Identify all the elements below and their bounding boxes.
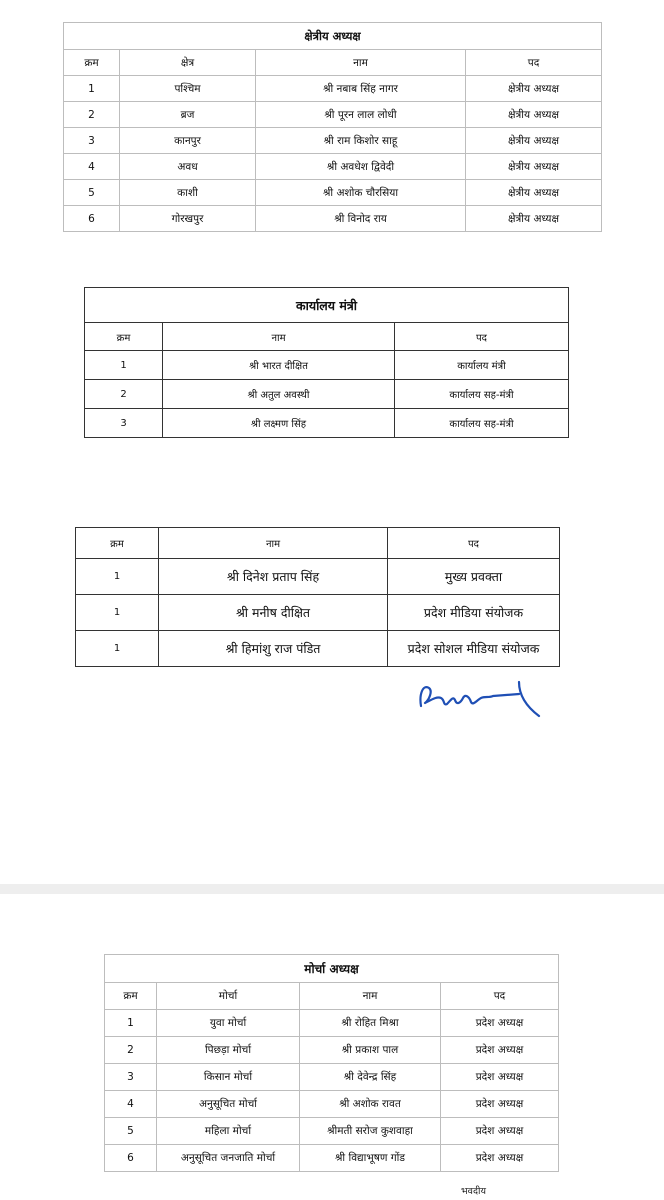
region-cell: पश्चिम bbox=[120, 76, 256, 102]
name-cell: श्री विद्याभूषण गोंड bbox=[300, 1145, 441, 1172]
morcha-cell: महिला मोर्चा bbox=[157, 1118, 300, 1145]
serial-cell: 5 bbox=[105, 1118, 157, 1145]
region-cell: काशी bbox=[120, 180, 256, 206]
post-cell: प्रदेश अध्यक्ष bbox=[441, 1010, 559, 1037]
column-header: क्रम bbox=[64, 50, 120, 76]
name-cell: श्री लक्ष्मण सिंह bbox=[163, 409, 395, 438]
post-cell: क्षेत्रीय अध्यक्ष bbox=[466, 128, 602, 154]
column-header: क्रम bbox=[105, 983, 157, 1010]
table-row bbox=[105, 1064, 559, 1091]
serial-cell: 1 bbox=[76, 559, 159, 595]
name-cell: श्री दिनेश प्रताप सिंह bbox=[159, 559, 388, 595]
media-team-table bbox=[75, 527, 560, 667]
table-row bbox=[85, 380, 569, 409]
table-row bbox=[64, 180, 602, 206]
serial-cell: 2 bbox=[85, 380, 163, 409]
table-row bbox=[76, 631, 560, 667]
table-row bbox=[64, 128, 602, 154]
name-cell: श्री मनीष दीक्षित bbox=[159, 595, 388, 631]
name-cell: श्री राम किशोर साहू bbox=[256, 128, 466, 154]
name-cell: श्री विनोद राय bbox=[256, 206, 466, 232]
post-cell: प्रदेश अध्यक्ष bbox=[441, 1145, 559, 1172]
table-row bbox=[76, 595, 560, 631]
region-cell: ब्रज bbox=[120, 102, 256, 128]
table-title: क्षेत्रीय अध्यक्ष bbox=[64, 23, 602, 50]
column-header: पद bbox=[466, 50, 602, 76]
region-cell: गोरखपुर bbox=[120, 206, 256, 232]
serial-cell: 5 bbox=[64, 180, 120, 206]
serial-cell: 4 bbox=[105, 1091, 157, 1118]
name-cell: श्री भारत दीक्षित bbox=[163, 351, 395, 380]
serial-cell: 1 bbox=[64, 76, 120, 102]
serial-cell: 3 bbox=[85, 409, 163, 438]
serial-cell: 2 bbox=[105, 1037, 157, 1064]
name-cell: श्री प्रकाश पाल bbox=[300, 1037, 441, 1064]
post-cell: क्षेत्रीय अध्यक्ष bbox=[466, 180, 602, 206]
region-cell: अवध bbox=[120, 154, 256, 180]
column-header: पद bbox=[441, 983, 559, 1010]
closing-salutation: भवदीय bbox=[461, 1186, 486, 1197]
kshetriya-adhyaksh-table bbox=[63, 22, 602, 232]
serial-cell: 2 bbox=[64, 102, 120, 128]
serial-cell: 6 bbox=[64, 206, 120, 232]
column-header: क्रम bbox=[85, 323, 163, 351]
table-row bbox=[105, 1037, 559, 1064]
post-cell: क्षेत्रीय अध्यक्ष bbox=[466, 102, 602, 128]
table-row bbox=[85, 409, 569, 438]
column-header: पद bbox=[395, 323, 569, 351]
morcha-cell: पिछड़ा मोर्चा bbox=[157, 1037, 300, 1064]
serial-cell: 6 bbox=[105, 1145, 157, 1172]
table-row bbox=[64, 154, 602, 180]
serial-cell: 4 bbox=[64, 154, 120, 180]
post-cell: प्रदेश अध्यक्ष bbox=[441, 1091, 559, 1118]
name-cell: श्री अशोक चौरसिया bbox=[256, 180, 466, 206]
post-cell: प्रदेश मीडिया संयोजक bbox=[388, 595, 560, 631]
post-cell: क्षेत्रीय अध्यक्ष bbox=[466, 206, 602, 232]
serial-cell: 1 bbox=[105, 1010, 157, 1037]
name-cell: श्री नबाब सिंह नागर bbox=[256, 76, 466, 102]
table-row bbox=[85, 351, 569, 380]
table-row bbox=[76, 559, 560, 595]
morcha-cell: युवा मोर्चा bbox=[157, 1010, 300, 1037]
column-header: नाम bbox=[300, 983, 441, 1010]
page-separator bbox=[0, 884, 664, 894]
table-row bbox=[105, 1145, 559, 1172]
region-cell: कानपुर bbox=[120, 128, 256, 154]
morcha-cell: अनुसूचित जनजाति मोर्चा bbox=[157, 1145, 300, 1172]
name-cell: श्री हिमांशु राज पंडित bbox=[159, 631, 388, 667]
column-header: पद bbox=[388, 528, 560, 559]
name-cell: श्री अवधेश द्विवेदी bbox=[256, 154, 466, 180]
karyalay-mantri-table bbox=[84, 287, 569, 438]
table-row bbox=[105, 1010, 559, 1037]
post-cell: कार्यालय मंत्री bbox=[395, 351, 569, 380]
serial-cell: 3 bbox=[105, 1064, 157, 1091]
post-cell: क्षेत्रीय अध्यक्ष bbox=[466, 154, 602, 180]
morcha-cell: किसान मोर्चा bbox=[157, 1064, 300, 1091]
serial-cell: 1 bbox=[76, 595, 159, 631]
table-row bbox=[64, 76, 602, 102]
post-cell: कार्यालय सह-मंत्री bbox=[395, 380, 569, 409]
name-cell: श्री अतुल अवस्थी bbox=[163, 380, 395, 409]
column-header: क्रम bbox=[76, 528, 159, 559]
name-cell: श्री पूरन लाल लोधी bbox=[256, 102, 466, 128]
serial-cell: 1 bbox=[76, 631, 159, 667]
table-title: कार्यालय मंत्री bbox=[85, 288, 569, 323]
morcha-cell: अनुसूचित मोर्चा bbox=[157, 1091, 300, 1118]
name-cell: श्री अशोक रावत bbox=[300, 1091, 441, 1118]
document-page-2 bbox=[0, 894, 664, 1200]
morcha-adhyaksh-table bbox=[104, 954, 559, 1172]
column-header: नाम bbox=[256, 50, 466, 76]
table-row bbox=[64, 102, 602, 128]
table-row bbox=[105, 1118, 559, 1145]
table-row bbox=[105, 1091, 559, 1118]
name-cell: श्री देवेन्द्र सिंह bbox=[300, 1064, 441, 1091]
column-header: नाम bbox=[163, 323, 395, 351]
post-cell: प्रदेश अध्यक्ष bbox=[441, 1064, 559, 1091]
post-cell: प्रदेश अध्यक्ष bbox=[441, 1118, 559, 1145]
column-header: नाम bbox=[159, 528, 388, 559]
post-cell: कार्यालय सह-मंत्री bbox=[395, 409, 569, 438]
column-header: क्षेत्र bbox=[120, 50, 256, 76]
serial-cell: 3 bbox=[64, 128, 120, 154]
post-cell: प्रदेश सोशल मीडिया संयोजक bbox=[388, 631, 560, 667]
post-cell: प्रदेश अध्यक्ष bbox=[441, 1037, 559, 1064]
name-cell: श्रीमती सरोज कुशवाहा bbox=[300, 1118, 441, 1145]
handwritten-signature bbox=[415, 676, 545, 722]
serial-cell: 1 bbox=[85, 351, 163, 380]
table-row bbox=[64, 206, 602, 232]
name-cell: श्री रोहित मिश्रा bbox=[300, 1010, 441, 1037]
post-cell: मुख्य प्रवक्ता bbox=[388, 559, 560, 595]
table-title: मोर्चा अध्यक्ष bbox=[105, 955, 559, 983]
post-cell: क्षेत्रीय अध्यक्ष bbox=[466, 76, 602, 102]
column-header: मोर्चा bbox=[157, 983, 300, 1010]
